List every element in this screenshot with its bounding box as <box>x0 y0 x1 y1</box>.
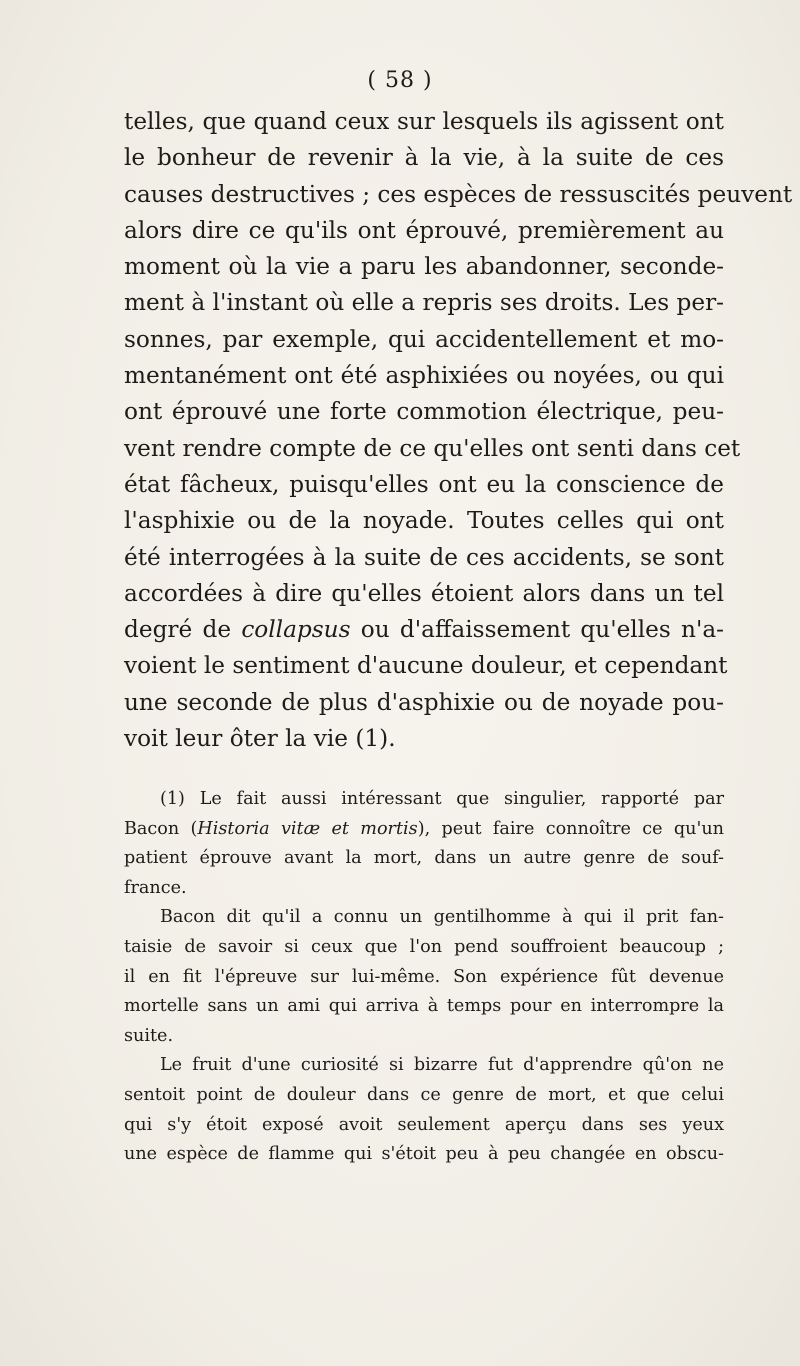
text-line: ment à l'instant où elle a repris ses droits. Les per- <box>124 289 724 317</box>
footnote-line: taisie de savoir si ceux que l'on pend souffroient beaucoup ; <box>124 936 724 957</box>
text-line: sonnes, par exemple, qui accidentellement et mo- <box>124 325 724 353</box>
page-number: ( 58 ) <box>367 68 433 93</box>
italic-title: Historia vitæ et mortis <box>197 818 418 839</box>
text-segment: degré de <box>124 616 242 644</box>
text-line: causes destructives ; ces espèces de ressuscités peuvent <box>124 180 793 208</box>
footnote-block <box>124 785 724 1170</box>
footnote-line: il en fit l'épreuve sur lui-même. Son expérience fût devenue <box>124 966 724 987</box>
text-line: alors dire ce qu'ils ont éprouvé, premièrement au <box>124 216 724 244</box>
text-line: le bonheur de revenir à la vie, à la suite de ces <box>124 144 724 172</box>
text-line: une seconde de plus d'asphixie ou de noyade pou- <box>124 688 724 716</box>
text-line: voit leur ôter la vie (1). <box>124 725 396 753</box>
text-line: vent rendre compte de ce qu'elles ont senti dans cet <box>124 434 741 462</box>
footnote-line: suite. <box>124 1025 174 1046</box>
text-line: moment où la vie a paru les abandonner, seconde- <box>124 253 724 281</box>
text-line-collapsus <box>124 612 724 648</box>
text-line: mentanément ont été asphixiées ou noyées, ou qui <box>124 362 724 390</box>
footnote-line: (1) Le fait aussi intéressant que singulier, rapporté par <box>160 789 724 809</box>
text-line: voient le sentiment d'aucune douleur, et cependant <box>124 652 728 680</box>
text-segment: Bacon ( <box>124 818 198 839</box>
footnote-line: une espèce de flamme qui s'étoit peu à peu changée en obscu- <box>124 1144 724 1165</box>
text-line: état fâcheux, puisqu'elles ont eu la conscience de <box>124 470 724 498</box>
text-line: telles, que quand ceux sur lesquels ils agissent ont <box>124 108 724 135</box>
footnote-line: qui s'y étoit exposé avoit seulement aperçu dans ses yeux <box>124 1114 724 1135</box>
footnote-line: sentoit point de douleur dans ce genre de mort, et que celui <box>124 1084 724 1105</box>
footnote-line: Le fruit d'une curiosité si bizarre fut d'apprendre qû'on ne <box>160 1055 724 1076</box>
text-segment: ), peut faire connoître ce qu'un <box>417 818 724 839</box>
footnote-line: france. <box>124 877 187 898</box>
italic-term: collapsus <box>241 616 351 644</box>
text-line: ont éprouvé une forte commotion électrique, peu- <box>124 398 724 426</box>
text-line: été interrogées à la suite de ces accidents, se sont <box>124 543 724 571</box>
footnote-line: mortelle sans un ami qui arriva à temps pour en interrompre la <box>124 996 724 1017</box>
text-line: accordées à dire qu'elles étoient alors dans un tel <box>124 579 724 607</box>
footnote-line: Bacon dit qu'il a connu un gentilhomme à qui il prit fan- <box>160 907 724 928</box>
footnote-line: patient éprouve avant la mort, dans un autre genre de souf- <box>124 848 724 869</box>
main-text-block <box>124 104 793 757</box>
text-segment: ou d'affaissement qu'elles n'a- <box>350 616 724 644</box>
footnote-line-citation <box>124 815 724 845</box>
text-line: l'asphixie ou de la noyade. Toutes celles qui ont <box>124 507 724 535</box>
